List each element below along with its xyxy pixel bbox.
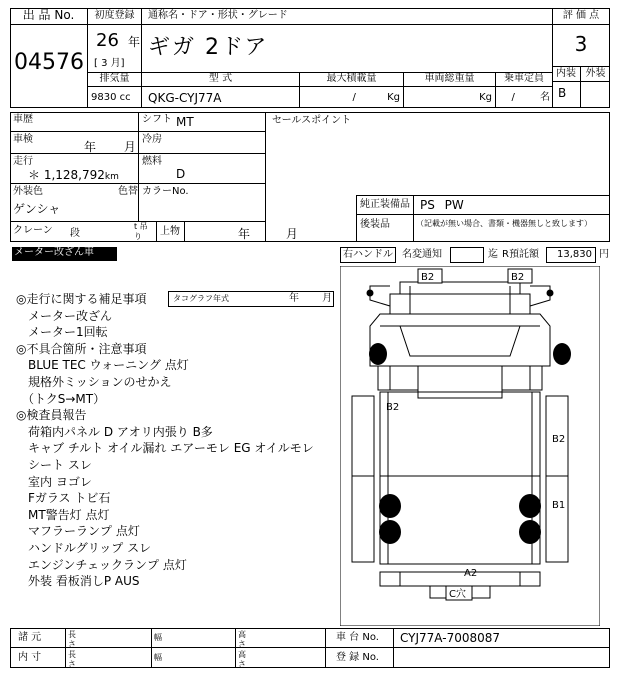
- ext-color-label: 外装色: [13, 186, 43, 197]
- max-load-label: 最大積載量: [300, 73, 404, 87]
- reg-label: 登 録 No.: [336, 652, 379, 663]
- remark-line: マフラーランプ 点灯: [16, 524, 140, 539]
- reminder-label: 迄: [488, 249, 498, 260]
- yen: 円: [599, 249, 609, 260]
- capacity-label: 乗車定員: [504, 73, 544, 84]
- interior-dims-label: 内 寸: [18, 652, 42, 663]
- fuel-value: D: [176, 167, 186, 181]
- equipment-label: 純正装備品: [360, 199, 410, 210]
- shift-label: シフト: [142, 114, 172, 125]
- sales-point-label: セールスポイント: [272, 115, 352, 126]
- interior-label: 内装: [552, 66, 581, 82]
- damage-mark: B1: [386, 500, 400, 511]
- length-label-2: 長さ: [68, 650, 76, 669]
- damage-mark: C穴: [449, 589, 466, 600]
- remark-line: キャブ チルト オイル漏れ エアーモレ EG オイルモレ: [16, 441, 314, 456]
- score-label: 評 価 点: [552, 8, 610, 25]
- year: 26: [96, 30, 119, 51]
- aftermarket-label: 後装品: [360, 219, 390, 230]
- gross-weight-label: 車両総重量: [404, 73, 496, 87]
- interior-grade: B: [558, 86, 567, 100]
- damage-mark: A2: [464, 568, 478, 579]
- remark-line: エンジンチェックランプ 点灯: [16, 557, 187, 572]
- model-name-label: 通称名・ドア・形状・グレード: [142, 8, 552, 25]
- remark-line: 規格外ミッションのせかえ: [16, 374, 172, 389]
- score-value: 3: [574, 32, 588, 56]
- first-reg-label: 初度登録: [88, 8, 142, 25]
- width-label: 幅: [154, 633, 162, 642]
- car-name: ギガ 2ドア: [148, 35, 269, 60]
- damage-mark: B2: [386, 402, 400, 413]
- crane-label: クレーン: [13, 225, 53, 236]
- tamper-badge: メーター改ざん車: [12, 247, 117, 261]
- chassis-label: 車 台 No.: [336, 632, 379, 643]
- handle-label: 右ハンドル: [340, 247, 396, 263]
- model-code: QKG-CYJ77A: [148, 91, 222, 105]
- remark-line: 室内 ヨゴレ: [16, 474, 92, 489]
- remark-line: メーター1回転: [16, 325, 108, 340]
- exterior-label: 外装: [581, 66, 610, 82]
- remark-line: ◎検査員報告: [16, 408, 87, 423]
- lot-number: 04576: [14, 50, 84, 75]
- crane-ton: t 吊り: [134, 222, 148, 241]
- ext-color-value: ゲンシャ: [13, 202, 61, 216]
- inspection-label: 車検: [13, 134, 33, 145]
- mileage-number: ＊ 1,128,792: [28, 168, 105, 182]
- remark-line: ◎走行に関する補足事項: [16, 292, 147, 306]
- remark-line: Fガラス トビ石: [16, 491, 111, 506]
- height-label-2: 高さ: [238, 650, 246, 669]
- remark-line: BLUE TEC ウォーニング 点灯: [16, 358, 189, 373]
- month: 3: [101, 58, 108, 69]
- max-load-value: / Kg: [352, 92, 400, 103]
- remark-line: ハンドルグリップ スレ: [16, 540, 152, 555]
- footer-col3: [152, 628, 236, 668]
- model-label: 型 式: [142, 73, 300, 87]
- capacity-value: / 名: [511, 92, 550, 103]
- fuel-label: 燃料: [142, 156, 162, 167]
- damage-mark: B2: [552, 434, 566, 445]
- tachograph-label: タコグラフ年式: [173, 294, 229, 303]
- inspection-value: 年 月: [84, 140, 136, 154]
- ac-label: 冷房: [142, 134, 162, 145]
- remark-line: 荷箱内パネル D アオリ内張り B多: [16, 424, 213, 439]
- remark-line: 外装 看板消しP AUS: [16, 574, 140, 589]
- color-code-label: カラーNo.: [142, 186, 189, 197]
- dims-label: 諸 元: [18, 632, 42, 643]
- shift-value: MT: [176, 115, 194, 129]
- equipment-value: PS PW: [420, 198, 464, 212]
- height-label: 高さ: [238, 630, 246, 649]
- chassis-no: CYJ77A-7008087: [400, 631, 501, 645]
- r-recycle-label: R預託額: [502, 249, 539, 260]
- footer-col2: [66, 628, 152, 668]
- remark-line: ◎不具合箇所・注意事項: [16, 341, 147, 356]
- month-value: [ 3 月]: [94, 58, 125, 69]
- color-no-label: 色替: [118, 186, 138, 197]
- mileage-value: [28, 168, 119, 184]
- upper-value: 年 月: [238, 227, 298, 241]
- footer-col4: [236, 628, 326, 668]
- interior-grade-cell: [552, 82, 581, 108]
- details-row1: [10, 112, 266, 132]
- mileage-label: 走行: [13, 156, 33, 167]
- damage-mark: B2: [511, 272, 525, 283]
- upper-divider2: [184, 222, 185, 242]
- lot-label: 出 品 No.: [10, 8, 88, 25]
- displacement-value: 9830 cc: [91, 92, 131, 103]
- truck-diagram: [340, 266, 600, 626]
- damage-mark: B2: [421, 272, 435, 283]
- remark-line: メーター改ざん: [16, 308, 113, 323]
- aftermarket-note: （記載が無い場合、書類・機器無しと致します）: [416, 219, 592, 228]
- recycle-fee: 13,830: [546, 247, 596, 263]
- width-label-2: 幅: [154, 653, 162, 662]
- tachograph-value: 年 月: [289, 293, 333, 304]
- remarks-list: [16, 291, 336, 590]
- month-unit: 月: [110, 58, 121, 69]
- remark-line: シート スレ: [16, 457, 92, 472]
- remark-line: MT警告灯 点灯: [16, 507, 110, 522]
- length-label: 長さ: [68, 630, 76, 649]
- gross-weight-value: Kg: [479, 92, 492, 103]
- name-change-box: [450, 247, 484, 263]
- remark-line: （トクS→MT）: [16, 391, 106, 406]
- upper-divider: [156, 222, 157, 242]
- year-unit: 年: [128, 35, 141, 49]
- upper-label: 上物: [160, 226, 180, 237]
- history-label: 車歴: [13, 114, 33, 125]
- displacement-label: 排気量: [88, 73, 142, 87]
- damage-mark: B1: [552, 500, 566, 511]
- crane-tiers: 段: [70, 228, 80, 239]
- first-reg-cell: [88, 25, 142, 72]
- mileage-unit: km: [104, 172, 119, 182]
- details-row2: [10, 132, 266, 154]
- name-change-label: 名変通知: [402, 249, 442, 260]
